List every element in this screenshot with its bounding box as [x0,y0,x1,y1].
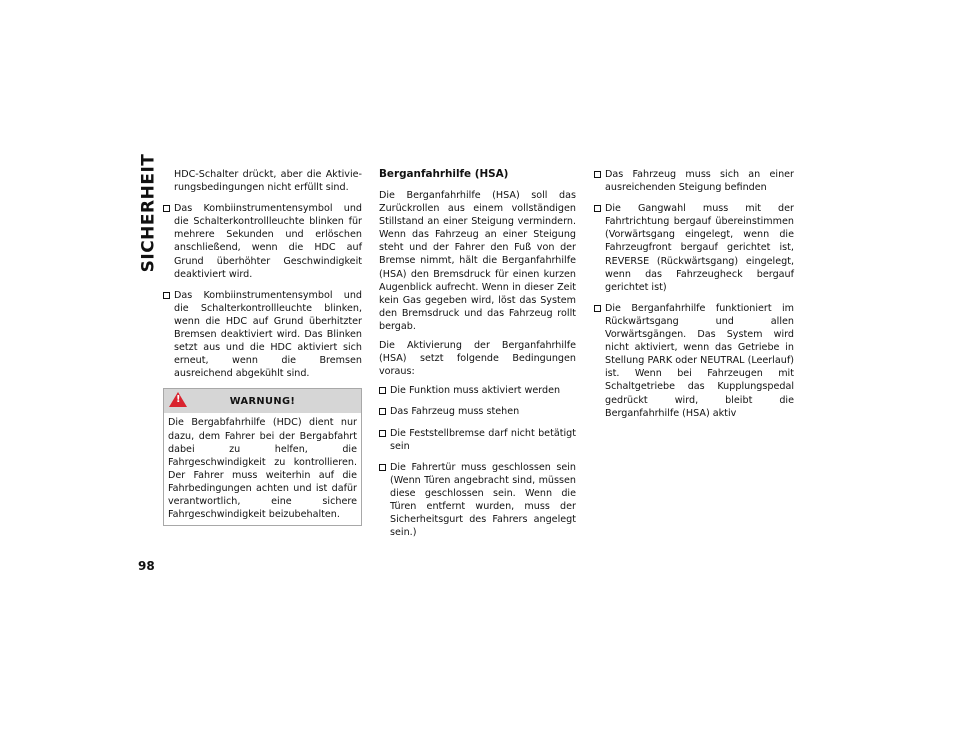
list-item: Das Kombiinstrumentensymbol und die Schalterkontrollleuchte blinken, wenn die HDC auf Grund überhitzter Bremsen deaktiviert wird. Das Blinken setzt aus und die HDC aktiviert sich erneut, wenn die Bremsen ausreichend abgekühlt sind. [163,289,362,381]
list-item: Das Kombiinstrumentensymbol und die Schalterkontrollleuchte blinken für mehrere Sekunden und erlöschen anschließend, wenn die HDC auf Grund überhöhter Geschwindigkeit deaktiviert wird. [163,202,362,281]
list-item: Die Gangwahl muss mit der Fahrtrichtung bergauf übereinstimmen (Vorwärtsgang eingelegt, wenn die Fahrzeugfront bergauf gerichtet ist, REVERSE (Rückwärtsgang) eingelegt, wenn das Fahrzeugheck bergauf gerichtet ist) [594,202,794,294]
warning-header [164,389,361,413]
section-side-label [136,153,160,273]
list-item: Das Fahrzeug muss sich an einer ausreichenden Steigung befinden [594,168,794,194]
list-item: Das Fahrzeug muss stehen [379,405,576,418]
list-item: Die Funktion muss aktiviert werden [379,384,576,397]
page-number: 98 [138,559,155,573]
warning-box [163,388,362,526]
column-left [163,168,362,526]
paragraph: Die Berganfahrhilfe (HSA) soll das Zurückrollen aus einem vollständigen Stillstand an einer Steigung vermindern. Wenn das Fahrzeug an einer Steigung steht und der Fahrer den Fuß von der Bremse nimmt, hält die Berganfahrhilfe (HSA) den Bremsdruck für einen kurzen Augenblick aufrecht. Wenn in dieser Zeit kein Gas gegeben wird, löst das System den Bremsdruck und das Fahrzeug rollt bergab. [379,190,576,332]
list-item: Die Berganfahrhilfe funktioniert im Rückwärtsgang und allen Vorwärtsgängen. Das System wird nicht aktiviert, wenn das Getriebe in Stellung PARK oder NEUTRAL (Leerlauf) ist. Wenn bei Fahrzeugen mit Schaltgetriebe das Kupplungspedal gedrückt wird, bleibt die Berganfahrhilfe (HSA) aktiv [594,302,794,420]
warning-title: WARNUNG! [229,396,296,408]
warning-body: Die Bergabfahrhilfe (HDC) dient nur dazu, dem Fahrer bei der Bergabfahrt dabei zu helfen, die Fahrgeschwindigkeit zu kontrollieren. Der Fahrer muss weiterhin auf die Fahrbedingungen achten und ist dafür verantwortlich, eine sichere Fahrgeschwindigkeit beizubehalten. [168,417,357,521]
paragraph: Die Aktivierung der Berganfahrhilfe (HSA) setzt folgende Bedingungen voraus: [379,340,576,378]
column-right [594,168,794,428]
section-side-label-text: SICHERHEIT [138,153,158,273]
continued-bullet-text: HDC-Schalter drückt, aber die Aktivierungsbedingungen nicht erfüllt sind. [174,169,362,194]
column-middle [379,168,576,547]
list-item: Die Feststellbremse darf nicht betätigt sein [379,427,576,453]
section-heading: Berganfahrhilfe (HSA) [379,168,509,180]
list-item: Die Fahrertür muss geschlossen sein (Wenn Türen angebracht sind, müssen diese geschlossen sein. Wenn die Türen entfernt wurden, muss der Sicherheitsgurt des Fahrers angelegt sein.) [379,461,576,540]
